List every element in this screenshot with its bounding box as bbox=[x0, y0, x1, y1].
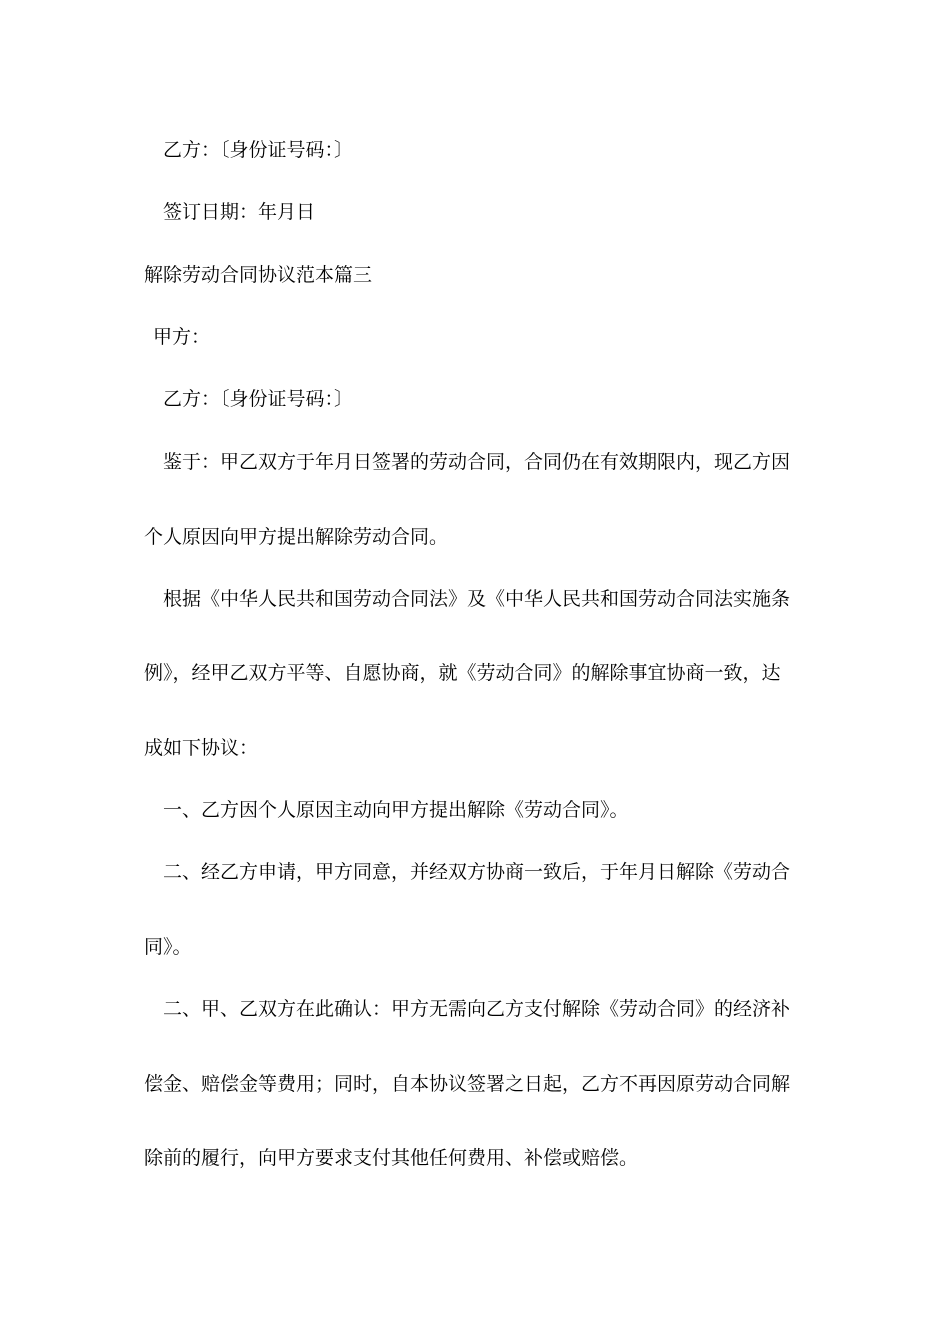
basis-paragraph-line-3: 成如下协议： bbox=[144, 737, 259, 759]
party-a-line: 甲方： bbox=[153, 326, 211, 348]
section-title: 解除劳动合同协议范本篇三 bbox=[144, 264, 373, 286]
signing-date-line: 签订日期：年月日 bbox=[163, 201, 316, 223]
clause-3-line-1: 二、甲、乙双方在此确认：甲方无需向乙方支付解除《劳动合同》的经济补 bbox=[163, 998, 791, 1020]
whereas-paragraph-line-1: 鉴于：甲乙双方于年月日签署的劳动合同，合同仍在有效期限内，现乙方因 bbox=[163, 451, 791, 473]
party-b-line: 乙方：〔身份证号码：〕 bbox=[163, 139, 354, 161]
clause-3-line-3: 除前的履行，向甲方要求支付其他任何费用、补偿或赔偿。 bbox=[144, 1147, 639, 1169]
clause-3-line-2: 偿金、赔偿金等费用；同时，自本协议签署之日起，乙方不再因原劳动合同解 bbox=[144, 1073, 791, 1095]
basis-paragraph-line-2: 例》，经甲乙双方平等、自愿协商，就《劳动合同》的解除事宜协商一致，达 bbox=[144, 662, 781, 684]
party-b-line-2: 乙方：〔身份证号码：〕 bbox=[163, 388, 354, 410]
basis-paragraph-line-1: 根据《中华人民共和国劳动合同法》及《中华人民共和国劳动合同法实施条 bbox=[163, 588, 791, 610]
whereas-paragraph-line-2: 个人原因向甲方提出解除劳动合同。 bbox=[144, 526, 449, 548]
clause-2-line-1: 二、经乙方申请，甲方同意，并经双方协商一致后，于年月日解除《劳动合 bbox=[163, 861, 791, 883]
clause-2-line-2: 同》。 bbox=[144, 936, 192, 958]
clause-1: 一、乙方因个人原因主动向甲方提出解除《劳动合同》。 bbox=[163, 799, 629, 821]
